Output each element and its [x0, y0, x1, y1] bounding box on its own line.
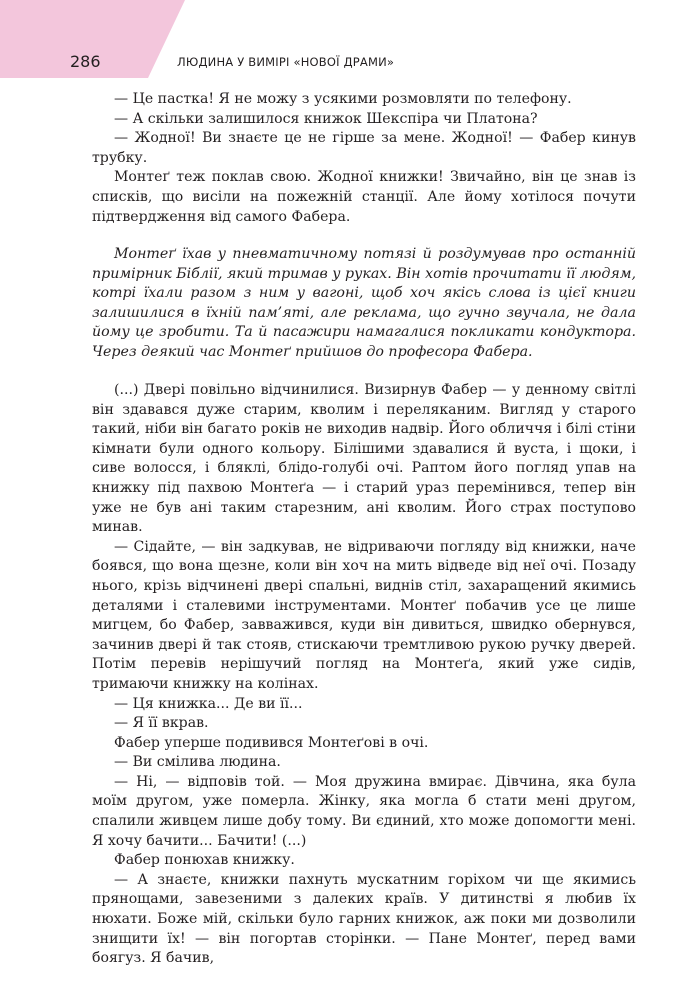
paragraph: — Ні, — відповів той. — Моя дружина вмирає. Дівчина, яка була моїм другом, уже померла. Жінку, яка могла б стати мені другом, спалили живцем лише добу тому. Ви єдиний, хто може допомогти мені. Я хочу бачити... Бачити! (...): [92, 773, 636, 849]
paragraph: — Це пастка! Я не можу з усякими розмовляти по телефону.: [114, 91, 572, 107]
page-number: 286: [70, 52, 101, 71]
paragraph: Монтеґ їхав у пневматичному потязі й роздумував про останній примірник Біблії, який тримав у руках. Він хотів прочитати її людям, котрі їхали разом з ним у вагоні, щоб хоч якісь слова із цієї книги залишилися в їхній пам’яті, але реклама, що гучно звучала, не дала йому це зробити. Та й пасажири намагалися покликати кондуктора. Через деякий час Монтеґ прийшов до професора Фабера.: [92, 246, 636, 360]
paragraph: Фабер уперше подивився Монтеґові в очі.: [114, 734, 429, 751]
paragraph: — Сідайте, — він задкував, не відриваючи погляду від книжки, наче боявся, що вона щезне, коли він хоч на мить відведе від неї очі. Позаду нього, крізь відчинені двері спальні, виднів стіл, захаращений якимись деталями і сталевими інструментами. Монтеґ побачив усе це лише мигцем, бо Фабер, завважився, куди він дивиться, швидко обернувся, зачинив двері й так стояв, стискаючи тремтливою рукою ручку дверей. Потім перевів нерішучий погляд на Монтеґа, який уже сидів, тримаючи книжку на колінах.: [92, 538, 636, 692]
paragraph: — А скільки залишилося книжок Шекспіра чи Платона?: [114, 110, 538, 127]
paragraph: — Ця книжка... Де ви її...: [114, 695, 303, 712]
paragraph: — А знаєте, книжки пахнуть мускатним горіхом чи ще якимись прянощами, завезеними з далеких країв. У дитинстві я любив їх нюхати. Боже мій, скільки було гарних книжок, аж поки ми дозволили знищити їх! — він погортав сторінки. — Пане Монтеґ, перед вами боягуз. Я бачив,: [92, 871, 636, 967]
text-block-excerpt: [92, 381, 636, 969]
italic-summary-block: [92, 245, 636, 363]
paragraph: Фабер понюхав книжку.: [114, 852, 295, 869]
text-block-dialogue: [92, 90, 636, 227]
running-title: ЛЮДИНА У ВИМІРІ «НОВОЇ ДРАМИ»: [177, 55, 395, 69]
paragraph: — Я її вкрав.: [114, 715, 209, 732]
paragraph: (...) Двері повільно відчинилися. Визирнув Фабер — у денному світлі він здавався дуже старим, кволим і переляканим. Вигляд у старого такий, ніби він багато років не виходив надвір. Його обличчя і білі стіни кімнати були одного кольору. Білішими здавалися й вуста, і щоки, і сиве волосся, і бляклі, блідо-голубі очі. Раптом його погляд упав на книжку під пахвою Монтеґа — і старий ураз перемінився, тепер він уже не був ані таким старезним, ані кволим. Його страх поступово минав.: [92, 382, 636, 536]
paragraph: — Жодної! Ви знаєте це не гірше за мене. Жодної! — Фабер кинув трубку.: [92, 130, 636, 166]
paragraph: — Ви сміливa людина.: [114, 754, 281, 771]
paragraph: Монтеґ теж поклав свою. Жодної книжки! Звичайно, він це знав із списків, що висіли на пожежній станції. Але йому хотілося почути підтвердження від самого Фабера.: [92, 169, 636, 225]
